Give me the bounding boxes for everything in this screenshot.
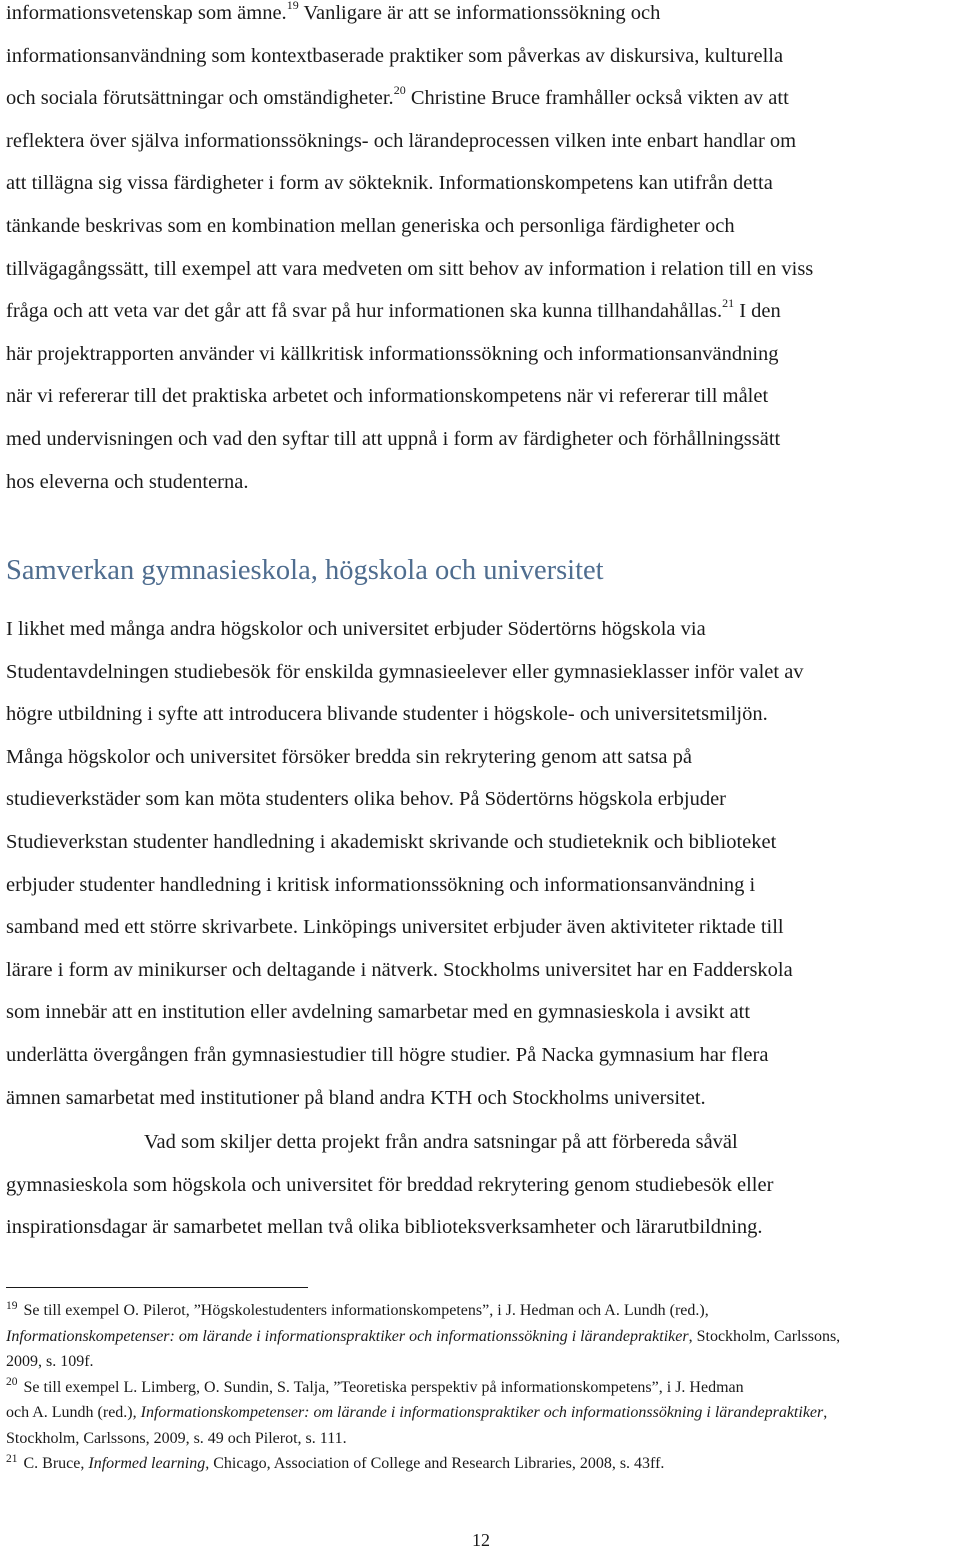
text-span: fråga och att veta var det går att få svar på hur informationen ska kunna tillhandahållas. — [6, 300, 723, 323]
text-line: Vad som skiljer detta projekt från andra satsningar på att förbereda såväl — [144, 1131, 738, 1153]
footnote-ref-19[interactable]: 19 — [286, 0, 299, 13]
paragraph-project-difference — [6, 1121, 773, 1249]
footnote-text: , Chicago, Association of College and Research Libraries, 2008, s. 43ff. — [205, 1455, 665, 1472]
text-line: reflektera över själva informationssöknings- och lärandeprocessen vilken inte enbart handlar om — [6, 129, 797, 152]
text-line — [6, 77, 813, 120]
text-line: högre utbildning i syfte att introducera blivande studenter i högskole- och universitetsmiljön. — [6, 703, 768, 726]
footnote-text: , Stockholm, Carlssons, — [688, 1327, 841, 1345]
text-line: Många högskolor och universitet försöker bredda sin rekrytering genom att satsa på — [6, 745, 692, 768]
section-heading: Samverkan gymnasieskola, högskola och universitet — [6, 555, 604, 586]
text-span: informationsvetenskap som ämne. — [6, 2, 287, 24]
text-line: att tillägna sig vissa färdigheter i form av sökteknik. Informationskompetens kan utifrån detta — [6, 172, 773, 195]
footnote-20 — [6, 1375, 956, 1401]
text-line: I likhet med många andra högskolor och universitet erbjuder Södertörns högskola via — [6, 618, 706, 640]
page-number: 12 — [472, 1530, 490, 1550]
footnote-20-line3: Stockholm, Carlssons, 2009, s. 49 och Pilerot, s. 111. — [6, 1429, 347, 1447]
text-line: tillvägagångssätt, till exempel att vara medveten om sitt behov av information i relation till en viss — [6, 257, 814, 280]
footnote-text: Se till exempel L. Limberg, O. Sundin, S. Talja, ”Teoretiska perspektiv på informationskompetens”, i J. Hedman — [23, 1378, 744, 1396]
footnote-book-title: Informationskompetenser: om lärande i informationspraktiker och informationssökning i lärandepraktiker — [6, 1327, 689, 1345]
footnote-number: 21 — [6, 1452, 18, 1465]
footnote-text: och A. Lundh (red.), — [6, 1404, 141, 1421]
text-span: Vanligare är att se informationssökning och — [298, 2, 661, 24]
paragraph-information-literacy — [6, 0, 813, 503]
footnote-number: 20 — [6, 1376, 18, 1389]
footnote-19 — [6, 1298, 956, 1324]
text-span: I den — [734, 300, 781, 323]
footnote-book-title: Informed learning — [88, 1455, 206, 1472]
footnote-text: , — [823, 1404, 828, 1421]
footnote-19-line2 — [6, 1324, 956, 1350]
text-span: Christine Bruce framhåller också vikten av att — [405, 87, 789, 110]
text-line: Studentavdelningen studiebesök för enskilda gymnasieelever eller gymnasieklasser inför valet av — [6, 660, 804, 683]
text-line: Studieverkstan studenter handledning i akademiskt skrivande och studieteknik och biblioteket — [6, 830, 777, 853]
footnote-19-line3: 2009, s. 109f. — [6, 1353, 94, 1370]
text-line — [6, 290, 813, 333]
footnote-number: 19 — [6, 1299, 18, 1312]
text-line: studieverkstäder som kan möta studenters olika behov. På Södertörns högskola erbjuder — [6, 788, 727, 811]
footnote-20-line2 — [6, 1400, 956, 1426]
footnote-book-title: Informationskompetenser: om lärande i informationspraktiker och informationssökning i lärandepraktiker — [140, 1404, 824, 1421]
text-line: lärare i form av minikurser och deltagande i nätverk. Stockholms universitet har en Fadderskola — [6, 958, 793, 981]
text-span: och sociala förutsättningar och omständigheter. — [6, 87, 394, 110]
text-line: här projektrapporten använder vi källkritisk informationssökning och informationsanvändning — [6, 342, 779, 365]
text-line: när vi refererar till det praktiska arbetet och informationskompetens när vi refererar till målet — [6, 385, 769, 408]
text-line: som innebär att en institution eller avdelning samarbetar med en gymnasieskola i avsikt att — [6, 1001, 751, 1024]
text-line: erbjuder studenter handledning i kritisk informationssökning och informationsanvändning i — [6, 873, 756, 896]
text-line: med undervisningen och vad den syftar till att uppnå i form av färdigheter och förhållningssätt — [6, 427, 781, 450]
footnote-21 — [6, 1451, 956, 1477]
text-line: gymnasieskola som högskola och universitet för breddad rekrytering genom studiebesök eller — [6, 1173, 774, 1196]
footnote-divider — [6, 1287, 308, 1288]
footnote-ref-21[interactable]: 21 — [722, 296, 735, 311]
footnote-ref-20[interactable]: 20 — [393, 83, 406, 98]
text-line: ämnen samarbetat med institutioner på bland andra KTH och Stockholms universitet. — [6, 1086, 706, 1109]
text-line: inspirationsdagar är samarbetet mellan två olika biblioteksverksamheter och lärarutbildning. — [6, 1216, 763, 1239]
text-line: hos eleverna och studenterna. — [6, 470, 249, 493]
paragraph-collaboration — [6, 608, 804, 1119]
text-line: underlätta övergången från gymnasiestudier till högre studier. På Nacka gymnasium har flera — [6, 1043, 769, 1066]
footnote-text: Se till exempel O. Pilerot, ”Högskolestudenters informationskompetens”, i J. Hedman och A. Lundh (red.), — [23, 1302, 709, 1319]
footnotes — [6, 1298, 956, 1477]
text-line: tänkande beskrivas som en kombination mellan generiska och personliga färdigheter och — [6, 214, 735, 237]
text-line — [6, 0, 813, 35]
text-line: informationsanvändning som kontextbaserade praktiker som påverkas av diskursiva, kulturella — [6, 44, 784, 67]
footnote-text: C. Bruce, — [23, 1455, 89, 1472]
text-line: samband med ett större skrivarbete. Linköpings universitet erbjuder även aktiviteter riktade till — [6, 916, 784, 939]
